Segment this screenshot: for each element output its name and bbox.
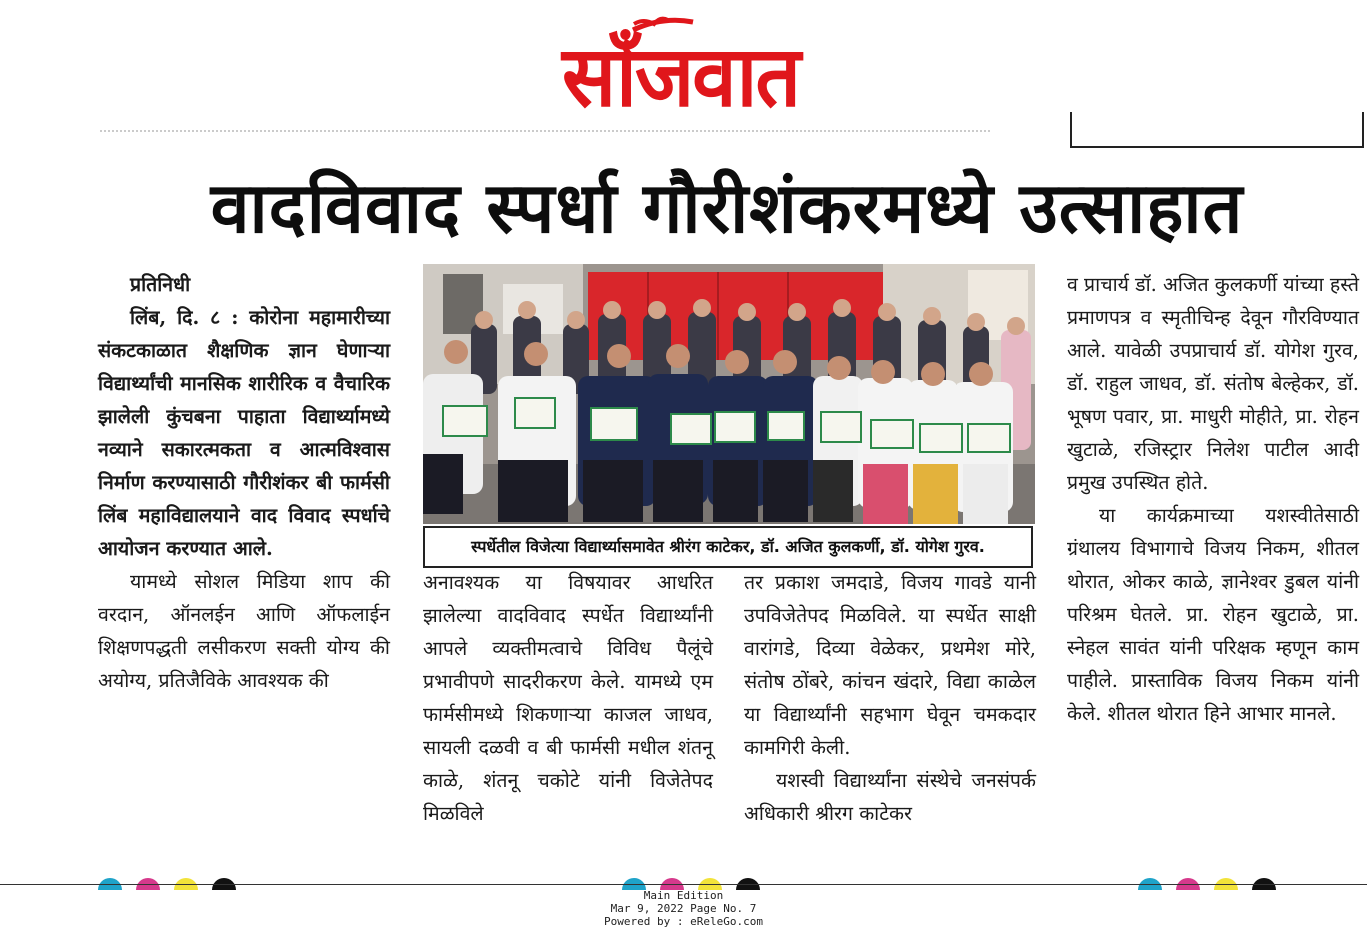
edition-label: Main Edition [643,889,724,902]
masthead-title: साँजवात [562,27,799,126]
registration-marks [622,878,760,888]
lead-paragraph: लिंब, दि. ८ : कोरोना महामारीच्या संकटकाळात शैक्षणिक ज्ञान घेणाऱ्या विद्यार्थ्यांची मानसिक शारीरिक व वैचारिक झालेली कुंचबना पाहाता विद्यार्थ्यामध्ये नव्याने सकारत्मकता व आत्मविश्वास निर्माण करण्यासाठी गौरीशंकर बी फार्मसी लिंब महाविद्यालयाने वाद विवाद स्पर्धाचे आयोजन करण्यात आले. [98,306,390,560]
photo-caption: स्पर्धेतील विजेत्या विद्यार्थ्यासमावेत श्रीरंग काटेकर, डॉ. अजित कुलकर्णी, डॉ. योगेश गुरव. [423,526,1033,568]
body-paragraph: यशस्वी विद्यार्थ्यांना संस्थेचे जनसंपर्क अधिकारी श्रीरग काटेकर [744,769,1036,825]
footer-divider [0,884,1367,885]
adjacent-box-border [1070,112,1364,148]
body-paragraph: अनावश्यक या विषयावर आधरित झालेल्या वादविवाद स्पर्धेत विद्यार्थ्यांनी आपले व्यक्तीमत्वाचे विविध पैलूंचे प्रभावीपणे सादरीकरण केले. यामध्ये एम फार्मसीमध्ये शिकणाऱ्या काजल जाधव, सायली दळवी व बी फार्मसी मधील शंतनू काळे, शंतनू चकोटे यांनी विजेतेपद मिळविले [423,571,713,825]
page-footer [0,889,1367,928]
headline: वादविवाद स्पर्धा गौरीशंकरमध्ये उत्साहात [210,167,1244,249]
masthead-logo [538,10,823,126]
registration-marks [98,878,236,888]
body-paragraph: तर प्रकाश जमदाडे, विजय गावडे यानी उपविजेतेपद मिळविले. या स्पर्धेत साक्षी वारांगडे, दिव्या वेळेकर, प्रथमेश मोरे, संतोष ठोंबरे, कांचन खंदारे, विद्या काळेल या विद्यार्थ्यांनी सहभाग घेवून चमकदार कामगिरी केली. [744,571,1036,759]
article-column-3 [744,566,1036,830]
body-paragraph: व प्राचार्य डॉ. अजित कुलकर्णी यांच्या हस्ते प्रमाणपत्र व स्मृतीचिन्ह देवून गौरविण्यात आले. यावेळी उपप्राचार्य डॉ. योगेश गुरव, डॉ. राहुल जाधव, डॉ. संतोष बेल्हेकर, डॉ. भूषण पवार, प्रा. माधुरी मोहीते, प्रा. रोहन खुटाळे, रजिस्ट्रार निलेश पाटील आदी प्रमुख उपस्थित होते. [1067,273,1359,494]
article-photo [423,264,1035,524]
registration-marks [1138,878,1276,888]
article-column-2 [423,566,713,830]
article-column-1 [98,268,390,697]
powered-by-label: Powered by : eReleGo.com [604,915,763,928]
date-page-label: Mar 9, 2022 Page No. 7 [610,902,757,915]
article-column-4 [1067,268,1359,730]
body-paragraph: या कार्यक्रमाच्या यशस्वीतेसाठी ग्रंथालय विभागाचे विजय निकम, शीतल थोरात, ओकर काळे, ज्ञानेश्वर डुबल यांनी परिश्रम घेतले. प्रा. रोहन खुटाळे, प्रा. स्नेहल सावंत यांनी परिक्षक म्हणून काम पाहीले. प्रास्ताविक विजय निकम यांनी केले. शीतल थोरात हिने आभार मानले. [1067,504,1359,725]
group-photo-image [423,264,1035,524]
body-paragraph: यामध्ये सोशल मिडिया शाप की वरदान, ऑनलईन आणि ऑफलाईन शिक्षणपद्धती लसीकरण सक्ती योग्य की अयोग्य, प्रतिजैविके आवश्यक की [98,570,390,692]
byline: प्रतिनिधी [130,273,191,296]
cut-text-line [100,122,990,132]
